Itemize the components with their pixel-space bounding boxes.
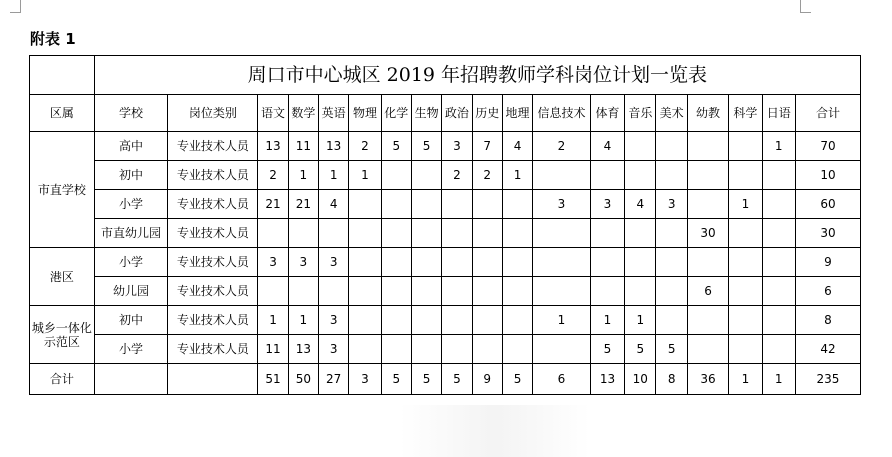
count-cell: 5 xyxy=(590,335,624,364)
count-cell: 1 xyxy=(319,161,349,190)
count-cell: 2 xyxy=(472,161,502,190)
row-total-cell: 70 xyxy=(795,132,860,161)
count-cell: 5 xyxy=(656,335,687,364)
count-cell xyxy=(590,248,624,277)
count-cell xyxy=(258,277,288,306)
table-title: 周口市中心城区 2019 年招聘教师学科岗位计划一览表 xyxy=(94,56,860,95)
post-type-cell: 专业技术人员 xyxy=(168,248,258,277)
count-cell xyxy=(319,219,349,248)
count-cell xyxy=(349,248,381,277)
count-cell xyxy=(442,219,472,248)
summary-count-cell: 6 xyxy=(533,364,591,395)
count-cell: 2 xyxy=(349,132,381,161)
count-cell xyxy=(349,277,381,306)
count-cell: 3 xyxy=(258,248,288,277)
summary-count-cell: 5 xyxy=(411,364,441,395)
count-cell: 3 xyxy=(319,306,349,335)
school-cell: 高中 xyxy=(94,132,168,161)
count-cell xyxy=(411,190,441,219)
header-subject: 地理 xyxy=(502,95,532,132)
header-subject: 物理 xyxy=(349,95,381,132)
count-cell xyxy=(729,132,762,161)
empty-cell xyxy=(168,364,258,395)
count-cell: 1 xyxy=(288,306,318,335)
row-total-cell: 60 xyxy=(795,190,860,219)
count-cell: 5 xyxy=(381,132,411,161)
table-row xyxy=(30,219,861,248)
summary-count-cell: 5 xyxy=(442,364,472,395)
header-subject: 音乐 xyxy=(625,95,656,132)
count-cell xyxy=(687,190,728,219)
count-cell xyxy=(411,306,441,335)
blank-corner-cell xyxy=(30,56,95,95)
count-cell: 13 xyxy=(258,132,288,161)
count-cell xyxy=(729,248,762,277)
school-cell: 小学 xyxy=(94,190,168,219)
header-subject: 幼教 xyxy=(687,95,728,132)
header-subject: 政治 xyxy=(442,95,472,132)
count-cell xyxy=(442,277,472,306)
count-cell: 13 xyxy=(319,132,349,161)
count-cell: 4 xyxy=(590,132,624,161)
post-type-cell: 专业技术人员 xyxy=(168,306,258,335)
row-total-cell: 42 xyxy=(795,335,860,364)
count-cell xyxy=(762,219,795,248)
count-cell xyxy=(502,190,532,219)
count-cell xyxy=(502,277,532,306)
count-cell xyxy=(625,277,656,306)
table-row xyxy=(30,306,861,335)
count-cell xyxy=(762,248,795,277)
header-subject: 信息技术 xyxy=(533,95,591,132)
count-cell xyxy=(590,219,624,248)
count-cell: 11 xyxy=(288,132,318,161)
count-cell: 1 xyxy=(590,306,624,335)
count-cell xyxy=(533,335,591,364)
summary-count-cell: 5 xyxy=(381,364,411,395)
count-cell: 1 xyxy=(729,190,762,219)
summary-count-cell: 36 xyxy=(687,364,728,395)
count-cell: 3 xyxy=(319,335,349,364)
count-cell xyxy=(590,277,624,306)
scan-shadow xyxy=(400,405,590,457)
table-row xyxy=(30,335,861,364)
post-type-cell: 专业技术人员 xyxy=(168,335,258,364)
post-type-cell: 专业技术人员 xyxy=(168,277,258,306)
count-cell: 13 xyxy=(288,335,318,364)
count-cell xyxy=(288,277,318,306)
summary-row xyxy=(30,364,861,395)
count-cell: 3 xyxy=(656,190,687,219)
school-cell: 市直幼儿园 xyxy=(94,219,168,248)
count-cell xyxy=(533,277,591,306)
count-cell xyxy=(687,248,728,277)
count-cell: 4 xyxy=(625,190,656,219)
count-cell xyxy=(319,277,349,306)
count-cell: 21 xyxy=(258,190,288,219)
header-row xyxy=(30,95,861,132)
count-cell xyxy=(533,219,591,248)
count-cell: 3 xyxy=(533,190,591,219)
count-cell: 4 xyxy=(502,132,532,161)
count-cell xyxy=(656,277,687,306)
count-cell xyxy=(502,306,532,335)
count-cell xyxy=(590,161,624,190)
header-subject: 科学 xyxy=(729,95,762,132)
count-cell: 2 xyxy=(258,161,288,190)
count-cell xyxy=(349,335,381,364)
count-cell xyxy=(411,277,441,306)
header-subject: 日语 xyxy=(762,95,795,132)
district-cell: 港区 xyxy=(30,248,95,306)
count-cell: 4 xyxy=(319,190,349,219)
summary-count-cell: 13 xyxy=(590,364,624,395)
count-cell xyxy=(442,248,472,277)
count-cell xyxy=(687,335,728,364)
count-cell xyxy=(381,306,411,335)
count-cell: 1 xyxy=(258,306,288,335)
count-cell xyxy=(687,306,728,335)
count-cell xyxy=(762,335,795,364)
summary-count-cell: 3 xyxy=(349,364,381,395)
header-subject: 生物 xyxy=(411,95,441,132)
school-cell: 小学 xyxy=(94,248,168,277)
count-cell xyxy=(381,277,411,306)
post-type-cell: 专业技术人员 xyxy=(168,219,258,248)
school-cell: 初中 xyxy=(94,161,168,190)
count-cell: 1 xyxy=(349,161,381,190)
count-cell xyxy=(381,248,411,277)
count-cell xyxy=(762,277,795,306)
count-cell xyxy=(533,161,591,190)
count-cell xyxy=(472,335,502,364)
appendix-label: 附表 1 xyxy=(30,30,76,48)
district-cell: 市直学校 xyxy=(30,132,95,248)
count-cell xyxy=(762,190,795,219)
summary-count-cell: 51 xyxy=(258,364,288,395)
count-cell: 3 xyxy=(442,132,472,161)
count-cell xyxy=(502,248,532,277)
empty-cell xyxy=(94,364,168,395)
summary-count-cell: 1 xyxy=(762,364,795,395)
count-cell xyxy=(411,248,441,277)
header-subject: 美术 xyxy=(656,95,687,132)
count-cell: 3 xyxy=(288,248,318,277)
count-cell xyxy=(381,219,411,248)
summary-count-cell: 1 xyxy=(729,364,762,395)
title-row xyxy=(30,56,861,95)
count-cell xyxy=(411,161,441,190)
count-cell xyxy=(625,132,656,161)
row-total-cell: 30 xyxy=(795,219,860,248)
table-row xyxy=(30,132,861,161)
count-cell xyxy=(472,248,502,277)
table-row xyxy=(30,190,861,219)
header-subject: 数学 xyxy=(288,95,318,132)
count-cell xyxy=(381,190,411,219)
header-subject: 化学 xyxy=(381,95,411,132)
count-cell xyxy=(472,219,502,248)
school-cell: 小学 xyxy=(94,335,168,364)
count-cell xyxy=(472,190,502,219)
count-cell xyxy=(502,335,532,364)
row-total-cell: 6 xyxy=(795,277,860,306)
count-cell xyxy=(625,161,656,190)
count-cell xyxy=(442,335,472,364)
count-cell xyxy=(349,190,381,219)
summary-count-cell: 50 xyxy=(288,364,318,395)
recruitment-plan-table xyxy=(29,55,861,395)
table-row xyxy=(30,161,861,190)
count-cell: 6 xyxy=(687,277,728,306)
count-cell: 11 xyxy=(258,335,288,364)
count-cell: 3 xyxy=(590,190,624,219)
header-subject: 英语 xyxy=(319,95,349,132)
count-cell: 5 xyxy=(411,132,441,161)
count-cell xyxy=(411,335,441,364)
page-corner-mark-right xyxy=(800,0,811,13)
count-cell xyxy=(625,248,656,277)
table-row xyxy=(30,277,861,306)
count-cell: 1 xyxy=(288,161,318,190)
count-cell xyxy=(762,306,795,335)
header-total: 合计 xyxy=(795,95,860,132)
summary-count-cell: 9 xyxy=(472,364,502,395)
count-cell xyxy=(762,161,795,190)
count-cell: 1 xyxy=(533,306,591,335)
count-cell xyxy=(687,161,728,190)
count-cell xyxy=(656,132,687,161)
count-cell: 5 xyxy=(625,335,656,364)
count-cell xyxy=(656,248,687,277)
count-cell: 2 xyxy=(442,161,472,190)
school-cell: 初中 xyxy=(94,306,168,335)
header-school: 学校 xyxy=(94,95,168,132)
count-cell xyxy=(472,306,502,335)
count-cell xyxy=(656,161,687,190)
count-cell xyxy=(411,219,441,248)
table-row xyxy=(30,248,861,277)
row-total-cell: 8 xyxy=(795,306,860,335)
count-cell xyxy=(442,190,472,219)
school-cell: 幼儿园 xyxy=(94,277,168,306)
count-cell xyxy=(349,219,381,248)
count-cell xyxy=(502,219,532,248)
summary-count-cell: 10 xyxy=(625,364,656,395)
count-cell xyxy=(349,306,381,335)
count-cell xyxy=(381,335,411,364)
post-type-cell: 专业技术人员 xyxy=(168,161,258,190)
post-type-cell: 专业技术人员 xyxy=(168,190,258,219)
count-cell xyxy=(381,161,411,190)
count-cell xyxy=(533,248,591,277)
count-cell xyxy=(687,132,728,161)
count-cell xyxy=(625,219,656,248)
count-cell: 21 xyxy=(288,190,318,219)
count-cell: 30 xyxy=(687,219,728,248)
summary-count-cell: 8 xyxy=(656,364,687,395)
summary-label: 合计 xyxy=(30,364,95,395)
summary-count-cell: 5 xyxy=(502,364,532,395)
count-cell: 3 xyxy=(319,248,349,277)
count-cell: 1 xyxy=(502,161,532,190)
count-cell xyxy=(729,219,762,248)
header-subject: 历史 xyxy=(472,95,502,132)
header-district: 区属 xyxy=(30,95,95,132)
header-subject: 语文 xyxy=(258,95,288,132)
header-post-type: 岗位类别 xyxy=(168,95,258,132)
count-cell xyxy=(258,219,288,248)
count-cell: 1 xyxy=(762,132,795,161)
count-cell xyxy=(729,306,762,335)
count-cell: 7 xyxy=(472,132,502,161)
count-cell xyxy=(656,306,687,335)
count-cell: 2 xyxy=(533,132,591,161)
post-type-cell: 专业技术人员 xyxy=(168,132,258,161)
count-cell xyxy=(729,277,762,306)
page-corner-mark-left xyxy=(10,0,21,13)
count-cell xyxy=(472,277,502,306)
count-cell xyxy=(729,161,762,190)
count-cell xyxy=(288,219,318,248)
row-total-cell: 9 xyxy=(795,248,860,277)
district-cell: 城乡一体化示范区 xyxy=(30,306,95,364)
header-subject: 体育 xyxy=(590,95,624,132)
count-cell xyxy=(729,335,762,364)
row-total-cell: 10 xyxy=(795,161,860,190)
grand-total-cell: 235 xyxy=(795,364,860,395)
summary-count-cell: 27 xyxy=(319,364,349,395)
count-cell xyxy=(656,219,687,248)
count-cell: 1 xyxy=(625,306,656,335)
count-cell xyxy=(442,306,472,335)
